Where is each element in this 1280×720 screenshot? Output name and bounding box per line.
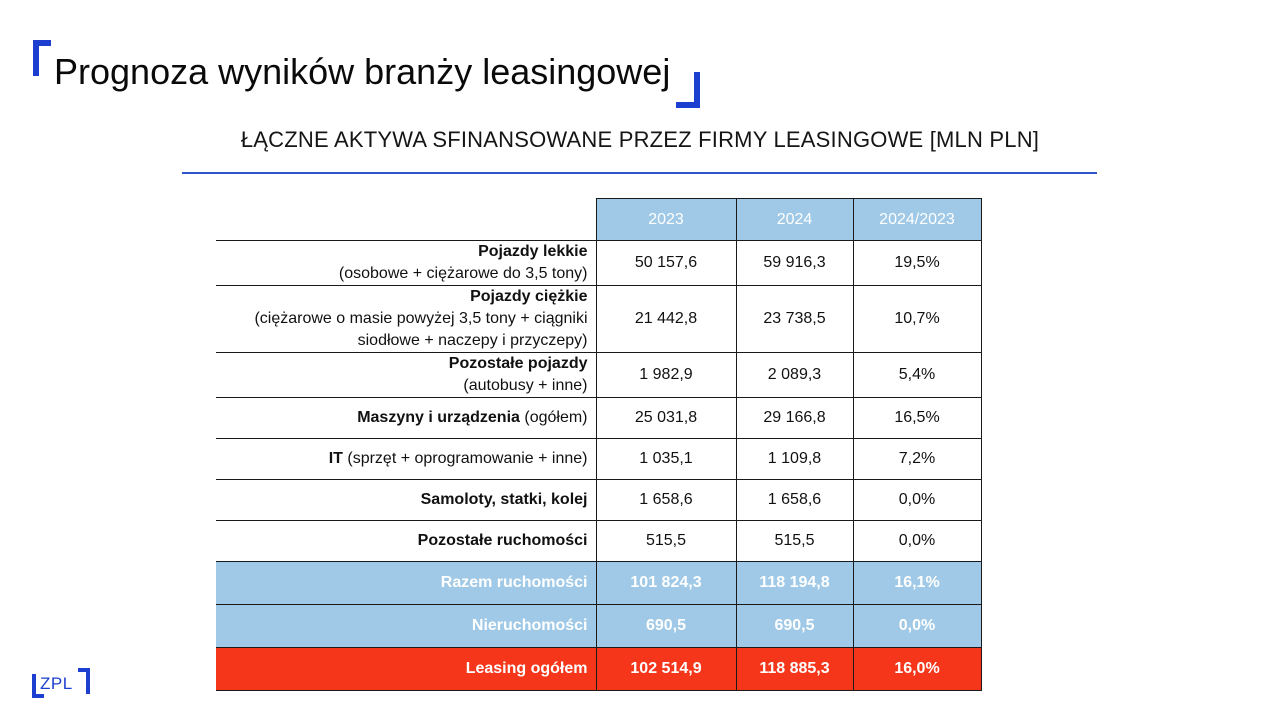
subtotal-change: 0,0% bbox=[853, 605, 981, 648]
row-label bbox=[216, 480, 596, 521]
row-label-main: Pozostałe pojazdy bbox=[448, 355, 588, 372]
row-label-note: (ogółem) bbox=[524, 409, 588, 426]
value-2024: 29 166,8 bbox=[736, 398, 853, 439]
assets-table bbox=[216, 198, 982, 691]
row-label-main: Pojazdy lekkie bbox=[478, 243, 588, 260]
row-label bbox=[216, 286, 596, 353]
row-label bbox=[216, 521, 596, 562]
subtotal-row bbox=[216, 605, 981, 648]
row-label-note: (osobowe + ciężarowe do 3,5 tony) bbox=[338, 265, 588, 282]
subtotal-2024: 118 194,8 bbox=[736, 562, 853, 605]
subtotal-2023: 101 824,3 bbox=[596, 562, 736, 605]
row-label-main: Pozostałe ruchomości bbox=[417, 532, 588, 549]
zpl-logo bbox=[32, 668, 90, 700]
table-header-row bbox=[216, 199, 981, 241]
value-2024: 23 738,5 bbox=[736, 286, 853, 353]
value-2023: 1 658,6 bbox=[596, 480, 736, 521]
subtotal-2024: 690,5 bbox=[736, 605, 853, 648]
row-label bbox=[216, 353, 596, 398]
logo-bracket-right-icon bbox=[78, 668, 90, 694]
row-label bbox=[216, 439, 596, 480]
table-row bbox=[216, 286, 981, 353]
table-row bbox=[216, 398, 981, 439]
value-2023: 1 035,1 bbox=[596, 439, 736, 480]
value-change: 7,2% bbox=[853, 439, 981, 480]
table-heading: ŁĄCZNE AKTYWA SFINANSOWANE PRZEZ FIRMY LEASINGOWE [MLN PLN] bbox=[240, 127, 1040, 152]
header-corner-cell bbox=[216, 199, 596, 241]
header-change: 2024/2023 bbox=[853, 199, 981, 241]
row-label-main: Pojazdy ciężkie bbox=[470, 288, 588, 305]
value-2023: 515,5 bbox=[596, 521, 736, 562]
value-2023: 1 982,9 bbox=[596, 353, 736, 398]
slide-title: Prognoza wyników branży leasingowej bbox=[54, 51, 671, 92]
value-2024: 1 109,8 bbox=[736, 439, 853, 480]
title-bracket-left-icon bbox=[33, 40, 51, 76]
value-change: 16,5% bbox=[853, 398, 981, 439]
table-row bbox=[216, 241, 981, 286]
table-row bbox=[216, 521, 981, 562]
header-2023: 2023 bbox=[596, 199, 736, 241]
row-label bbox=[216, 241, 596, 286]
row-label-note: (ciężarowe o masie powyżej 3,5 tony + ciągniki siodłowe + naczepy i przyczepy) bbox=[254, 310, 588, 349]
value-2024: 59 916,3 bbox=[736, 241, 853, 286]
table-row bbox=[216, 353, 981, 398]
subtotal-row bbox=[216, 562, 981, 605]
row-label-note: (autobusy + inne) bbox=[463, 377, 588, 394]
heading-divider bbox=[182, 172, 1097, 174]
subtotal-2023: 690,5 bbox=[596, 605, 736, 648]
value-change: 0,0% bbox=[853, 521, 981, 562]
total-row bbox=[216, 648, 981, 691]
total-2023: 102 514,9 bbox=[596, 648, 736, 691]
logo-text: ZPL bbox=[40, 674, 73, 693]
total-2024: 118 885,3 bbox=[736, 648, 853, 691]
subtotal-change: 16,1% bbox=[853, 562, 981, 605]
value-2023: 25 031,8 bbox=[596, 398, 736, 439]
row-label-main: Maszyny i urządzenia bbox=[357, 409, 520, 426]
subtotal-label: Nieruchomości bbox=[216, 605, 596, 648]
value-2023: 50 157,6 bbox=[596, 241, 736, 286]
row-label-main: Samoloty, statki, kolej bbox=[420, 491, 588, 508]
row-label bbox=[216, 398, 596, 439]
row-label-note: (sprzęt + oprogramowanie + inne) bbox=[347, 450, 588, 467]
value-change: 19,5% bbox=[853, 241, 981, 286]
table-row bbox=[216, 480, 981, 521]
header-2024: 2024 bbox=[736, 199, 853, 241]
table-row bbox=[216, 439, 981, 480]
row-label-main: IT bbox=[328, 450, 343, 467]
value-2024: 515,5 bbox=[736, 521, 853, 562]
value-change: 0,0% bbox=[853, 480, 981, 521]
value-2024: 2 089,3 bbox=[736, 353, 853, 398]
value-2023: 21 442,8 bbox=[596, 286, 736, 353]
value-change: 5,4% bbox=[853, 353, 981, 398]
total-label: Leasing ogółem bbox=[216, 648, 596, 691]
title-bracket-right-icon bbox=[676, 72, 700, 108]
total-change: 16,0% bbox=[853, 648, 981, 691]
value-2024: 1 658,6 bbox=[736, 480, 853, 521]
value-change: 10,7% bbox=[853, 286, 981, 353]
subtotal-label: Razem ruchomości bbox=[216, 562, 596, 605]
